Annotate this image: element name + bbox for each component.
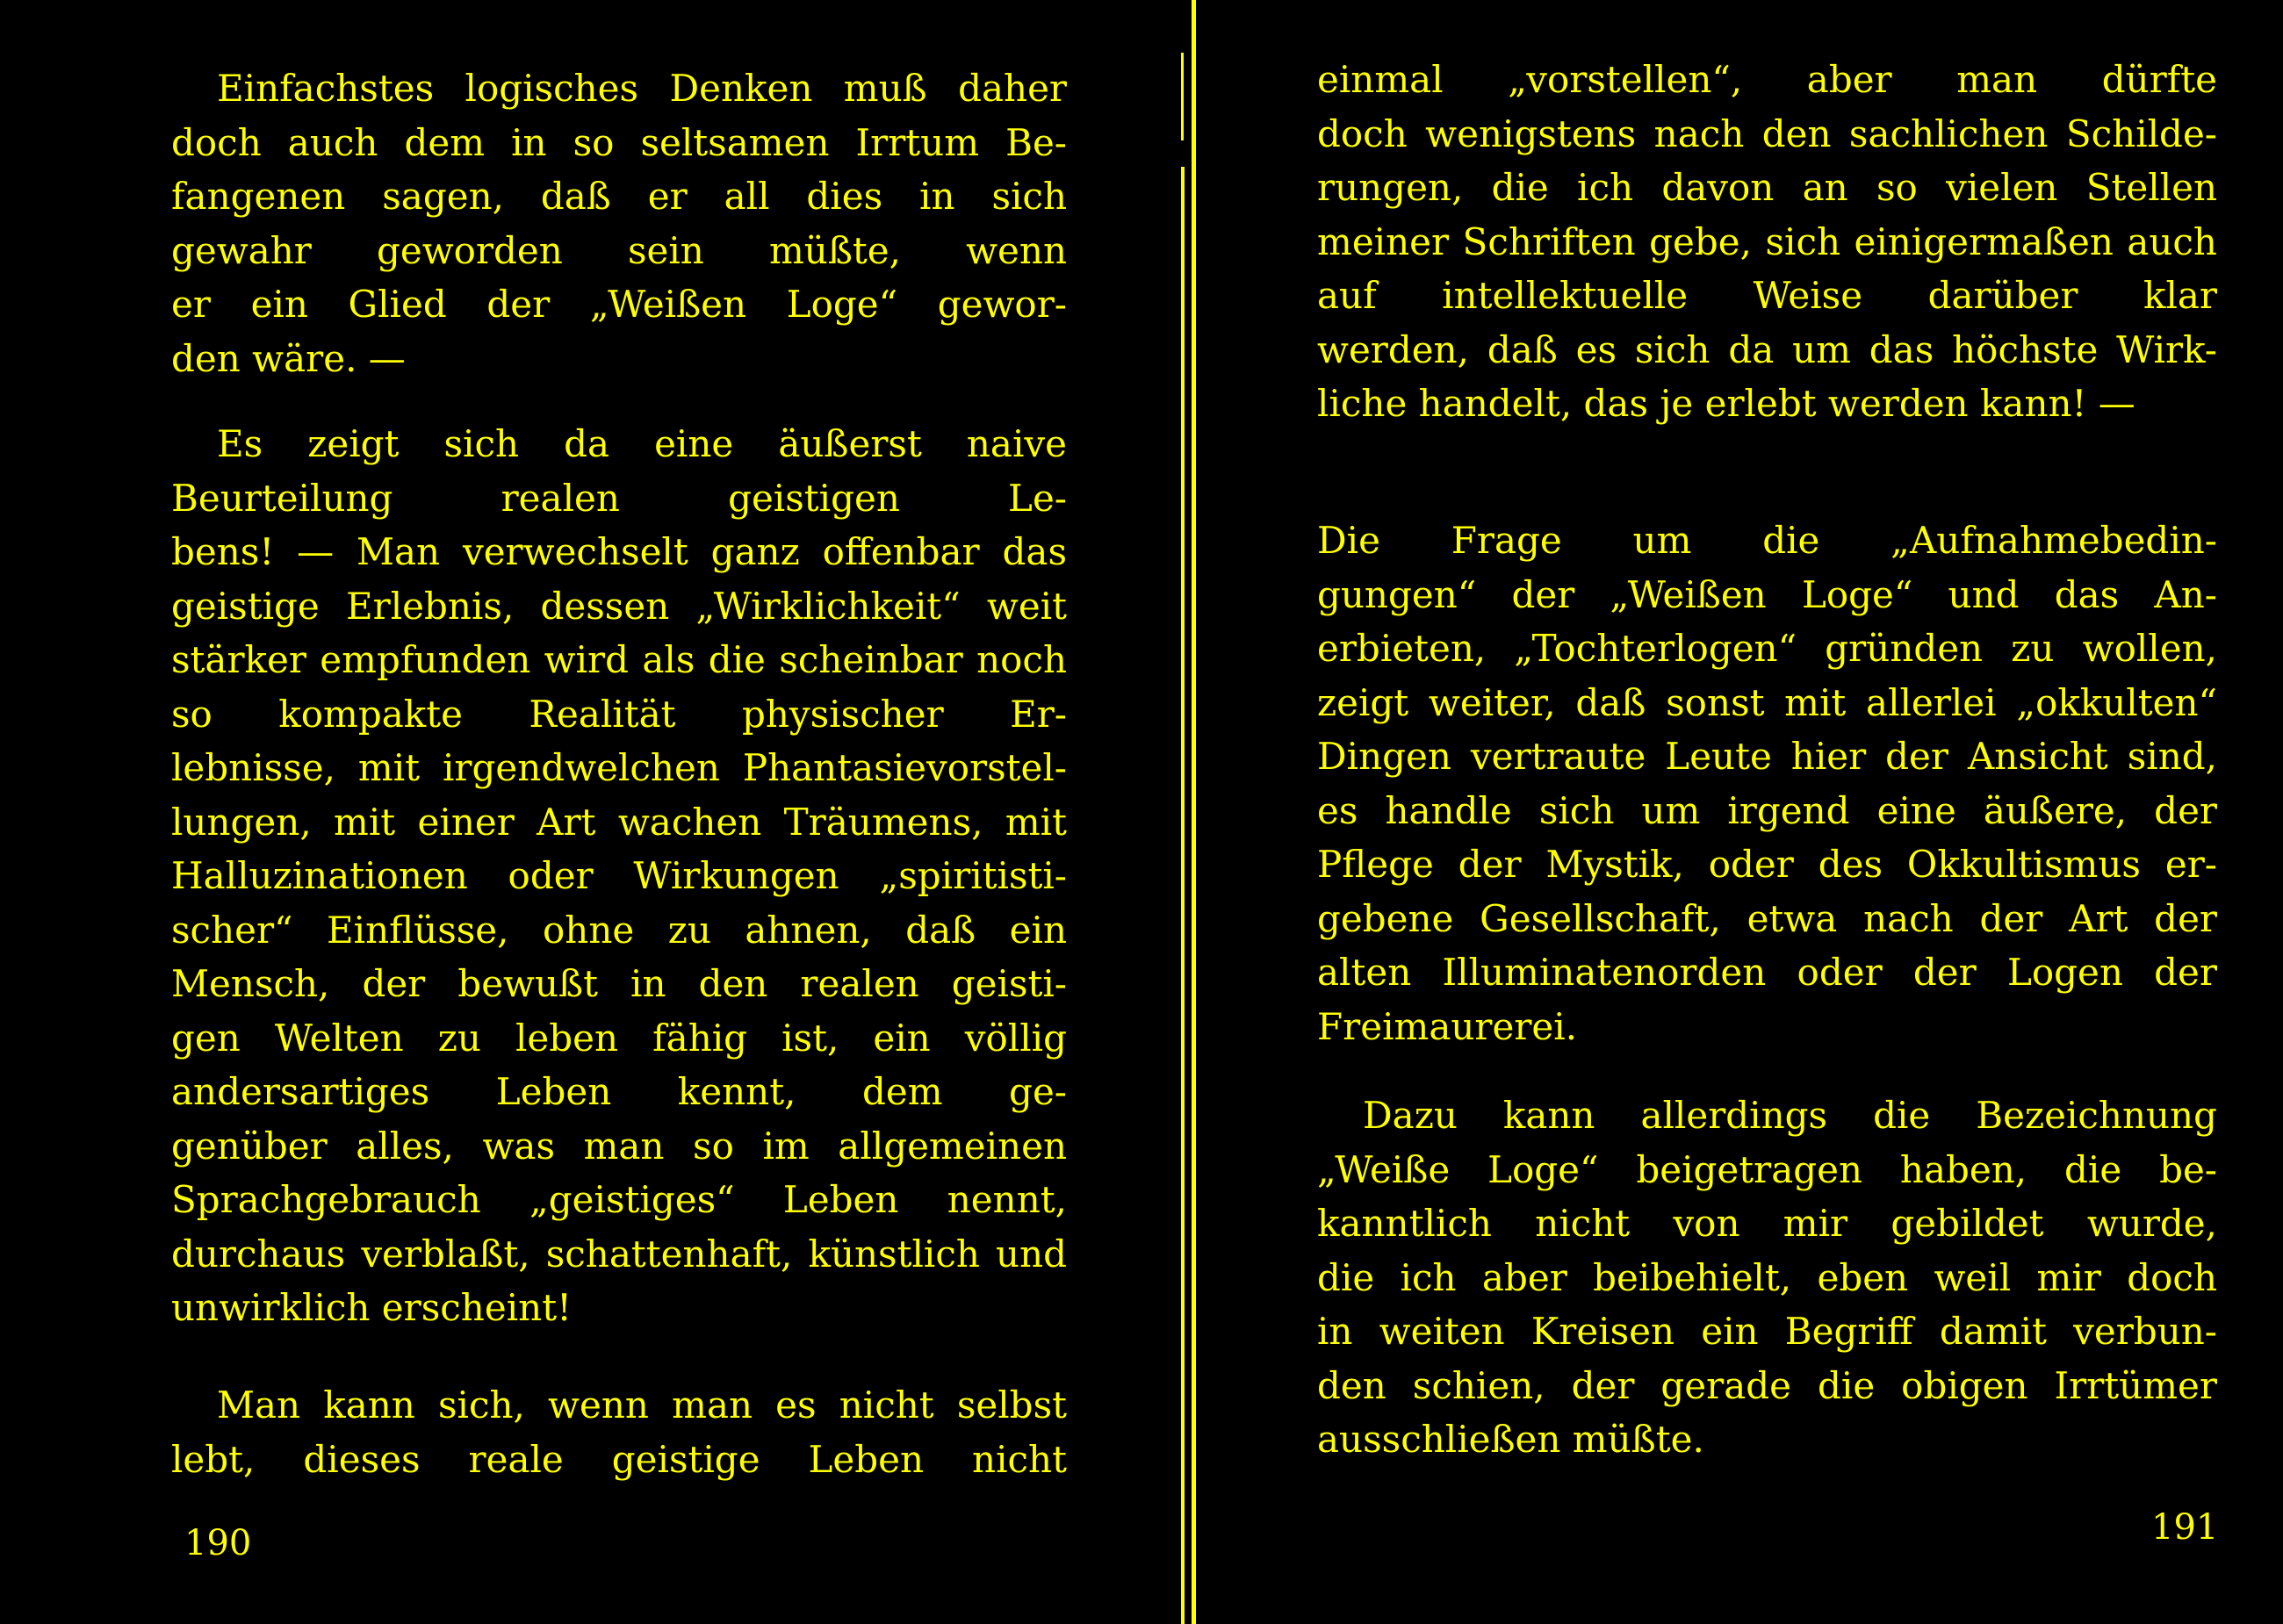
text-line: Es zeigt sich da eine äußerst naive: [217, 422, 1067, 465]
text-line: Sprachgebrauch „geistiges“ Leben nennt,: [171, 1178, 1067, 1221]
text-line: Man kann sich, wenn man es nicht selbst: [217, 1383, 1067, 1426]
spine-line: [1181, 167, 1185, 1624]
spine-line: [1181, 53, 1184, 140]
text-line: Einfachstes logisches Denken muß daher: [217, 67, 1067, 110]
text-line: Die Frage um die „Aufnahmebedin-: [1317, 519, 2217, 562]
text-line: erbieten, „Tochterlogen“ gründen zu wollen,: [1317, 627, 2217, 670]
spine-line: [1192, 0, 1196, 1624]
left-page-text: [171, 61, 1067, 385]
text-line: Freimaurerei.: [1317, 1004, 1578, 1048]
text-line: die ich aber beibehielt, eben weil mir doch: [1317, 1255, 2217, 1299]
text-line: gen Welten zu leben fähig ist, ein völlig: [171, 1016, 1067, 1060]
left-page-text-3: [171, 1378, 1067, 1486]
text-line: kanntlich nicht von mir gebildet wurde,: [1317, 1202, 2217, 1245]
text-line: Pflege der Mystik, oder des Okkultismus er-: [1317, 843, 2217, 886]
paragraph: [171, 1378, 1067, 1486]
text-line: andersartiges Leben kennt, dem ge-: [171, 1070, 1067, 1113]
text-line: gewahr geworden sein müßte, wenn: [171, 228, 1067, 272]
text-line: gebene Gesellschaft, etwa nach der Art der: [1317, 896, 2217, 940]
text-line: ausschließen müßte.: [1317, 1418, 1704, 1461]
text-line: bens! — Man verwechselt ganz offenbar das: [171, 530, 1067, 573]
text-line: Beurteilung realen geistigen Le-: [171, 476, 1067, 520]
page-number: 191: [2151, 1507, 2219, 1548]
text-line: werden, daß es sich da um das höchste Wirk-: [1317, 327, 2217, 371]
text-line: doch auch dem in so seltsamen Irrtum Be-: [171, 120, 1067, 164]
text-line: alten Illuminatenorden oder der Logen der: [1317, 951, 2217, 994]
text-line: geistige Erlebnis, dessen „Wirklichkeit“ weit: [171, 584, 1067, 628]
paragraph: [171, 417, 1067, 1335]
text-line: lebt, dieses reale geistige Leben nicht: [171, 1437, 1067, 1481]
text-line: er ein Glied der „Weißen Loge“ gewor-: [171, 283, 1067, 326]
paragraph: [1317, 53, 2217, 431]
text-line: durchaus verblaßt, schattenhaft, künstlich und: [171, 1232, 1067, 1275]
text-line: es handle sich um irgend eine äußere, der: [1317, 788, 2217, 832]
text-line: doch wenigstens nach den sachlichen Schilde-: [1317, 111, 2217, 155]
text-line: den schien, der gerade die obigen Irrtümer: [1317, 1363, 2217, 1407]
text-line: lebnisse, mit irgendwelchen Phantasievorstel-: [171, 746, 1067, 789]
right-page: [1199, 0, 2283, 1624]
right-page-text: [1317, 53, 2217, 431]
right-page-text-3: [1317, 1089, 2217, 1467]
page-number: 190: [184, 1523, 252, 1563]
text-line: stärker empfunden wird als die scheinbar noch: [171, 638, 1067, 681]
text-line: Halluzinationen oder Wirkungen „spiritisti-: [171, 854, 1067, 897]
text-line: meiner Schriften gebe, sich einigermaßen auch: [1317, 219, 2217, 263]
text-line: scher“ Einflüsse, ohne zu ahnen, daß ein: [171, 908, 1067, 952]
text-line: fangenen sagen, daß er all dies in sich: [171, 175, 1067, 218]
text-line: so kompakte Realität physischer Er-: [171, 692, 1067, 736]
text-line: rungen, die ich davon an so vielen Stellen: [1317, 166, 2217, 209]
text-line: auf intellektuelle Weise darüber klar: [1317, 274, 2217, 317]
book-spine: [1181, 0, 1199, 1624]
paragraph: [171, 61, 1067, 385]
text-line: in weiten Kreisen ein Begriff damit verbun-: [1317, 1310, 2217, 1353]
left-page-text-2: [171, 417, 1067, 1335]
text-line: Mensch, der bewußt in den realen geisti-: [171, 962, 1067, 1005]
right-page-text-2: [1317, 514, 2217, 1053]
text-line: lungen, mit einer Art wachen Träumens, mit: [171, 800, 1067, 844]
text-line: „Weiße Loge“ beigetragen haben, die be-: [1317, 1147, 2217, 1191]
text-line: Dingen vertraute Leute hier der Ansicht sind,: [1317, 735, 2217, 778]
text-line: liche handelt, das je erlebt werden kann! —: [1317, 382, 2135, 425]
text-line: zeigt weiter, daß sonst mit allerlei „okkulten“: [1317, 680, 2217, 724]
text-line: einmal „vorstellen“, aber man dürfte: [1317, 58, 2217, 101]
text-line: unwirklich erscheint!: [171, 1286, 572, 1329]
paragraph: [1317, 1089, 2217, 1467]
text-line: gungen“ der „Weißen Loge“ und das An-: [1317, 572, 2217, 616]
text-line: genüber alles, was man so im allgemeinen: [171, 1124, 1067, 1168]
text-line: den wäre. —: [171, 336, 406, 380]
paragraph: [1317, 514, 2217, 1053]
text-line: Dazu kann allerdings die Bezeichnung: [1363, 1094, 2217, 1137]
